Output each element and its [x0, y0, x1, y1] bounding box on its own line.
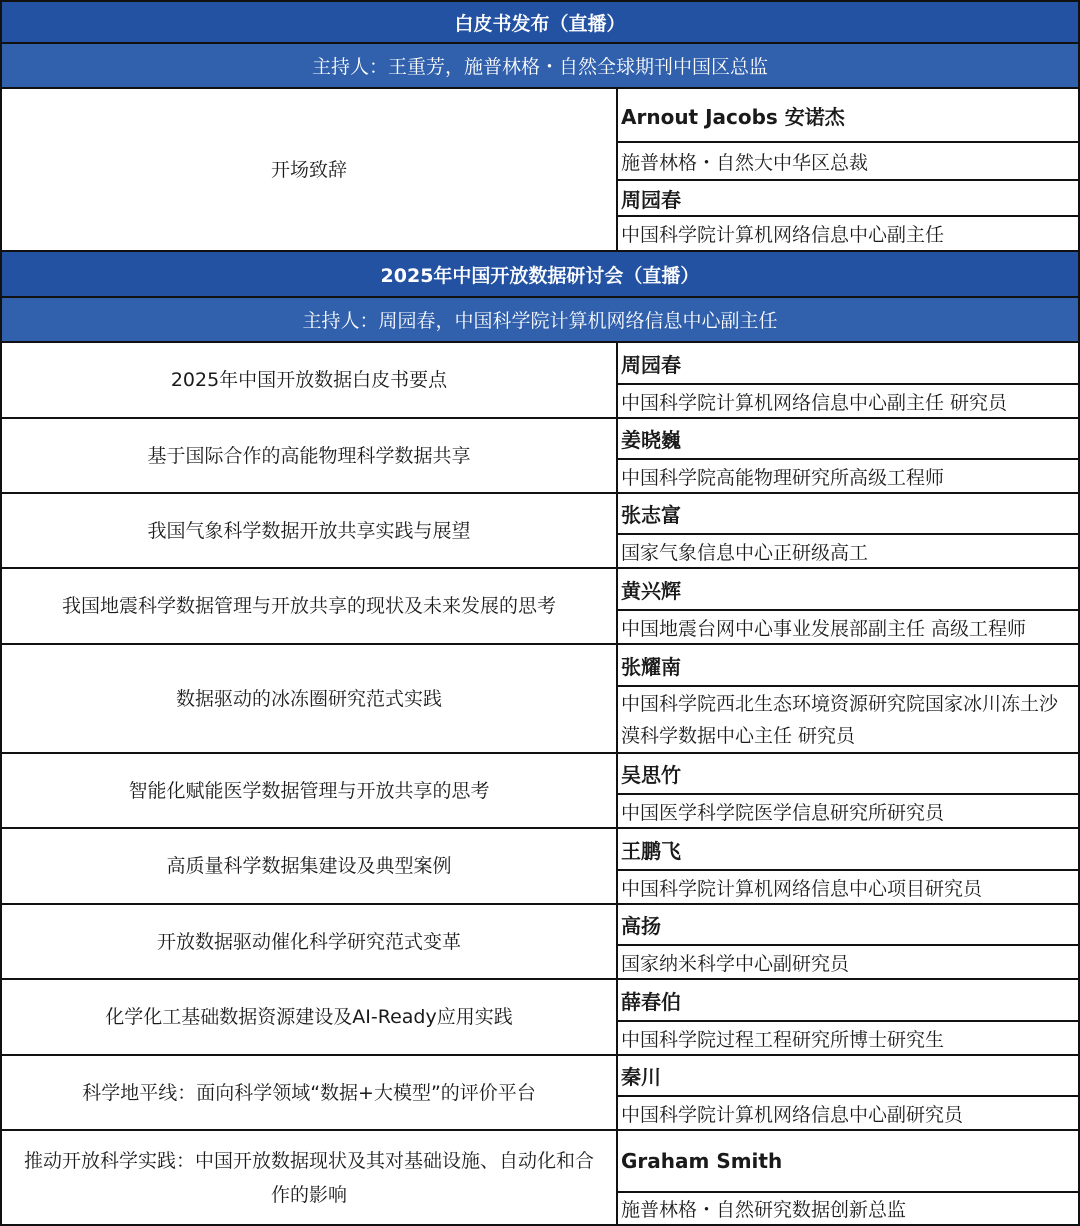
agenda-row: [0, 567, 1080, 643]
speaker-title: 国家气象信息中心正研级高工: [621, 541, 869, 564]
speaker-title: 中国科学院过程工程研究所博士研究生: [621, 1028, 945, 1051]
speaker-cell: [618, 89, 1078, 250]
host-line: 主持人：周园春，中国科学院计算机网络信息中心副主任: [0, 296, 1080, 341]
speaker-cell: [618, 980, 1078, 1054]
speaker-title: 中国医学科学院医学信息研究所研究员: [621, 801, 945, 824]
speaker-cell: [618, 829, 1078, 903]
talk-topic: 开放数据驱动催化科学研究范式变革: [2, 905, 618, 978]
speaker-name: 姜晓巍: [621, 428, 681, 452]
speaker-title: 中国科学院高能物理研究所高级工程师: [621, 466, 945, 489]
section-title: 白皮书发布（直播）: [0, 0, 1080, 42]
speaker-cell: [618, 905, 1078, 978]
talk-topic: 2025年中国开放数据白皮书要点: [2, 343, 618, 417]
speaker-cell: [618, 494, 1078, 567]
speaker-title: 中国科学院计算机网络信息中心项目研究员: [621, 877, 983, 900]
talk-topic: 高质量科学数据集建设及典型案例: [2, 829, 618, 903]
speaker-cell: [618, 754, 1078, 827]
speaker-name: 周园春: [621, 352, 681, 377]
speaker-title: 中国科学院计算机网络信息中心副研究员: [621, 1103, 964, 1126]
speaker-name: Arnout Jacobs 安诺杰: [621, 104, 845, 129]
speaker-cell: [618, 1056, 1078, 1129]
speaker-name: 秦川: [621, 1065, 661, 1089]
agenda-row: [0, 827, 1080, 903]
talk-topic: 基于国际合作的高能物理科学数据共享: [2, 419, 618, 492]
agenda-row: [0, 643, 1080, 752]
speaker-cell: [618, 645, 1078, 752]
talk-topic: 我国地震科学数据管理与开放共享的现状及未来发展的思考: [2, 569, 618, 643]
talk-topic: 开场致辞: [2, 89, 618, 250]
speaker-title: 中国科学院计算机网络信息中心副主任: [621, 224, 945, 246]
agenda-row: [0, 417, 1080, 492]
speaker-cell: [618, 569, 1078, 643]
speaker-title: 中国地震台网中心事业发展部副主任 高级工程师: [621, 617, 1027, 640]
agenda-row: [0, 1054, 1080, 1129]
speaker-name: 高扬: [621, 914, 661, 938]
agenda-row: [0, 492, 1080, 567]
section-title: 2025年中国开放数据研讨会（直播）: [0, 250, 1080, 296]
talk-topic: 化学化工基础数据资源建设及AI-Ready应用实践: [2, 980, 618, 1054]
talk-topic: 智能化赋能医学数据管理与开放共享的思考: [2, 754, 618, 827]
speaker-name: 张志富: [621, 503, 681, 527]
host-line: 主持人：王重芳，施普林格・自然全球期刊中国区总监: [0, 42, 1080, 87]
agenda-row: [0, 903, 1080, 978]
speaker-cell: [618, 1131, 1078, 1224]
speaker-name: 薛春伯: [621, 989, 681, 1014]
speaker-name: 周园春: [621, 187, 681, 212]
talk-topic: 推动开放科学实践：中国开放数据现状及其对基础设施、自动化和合作的影响: [2, 1131, 618, 1224]
agenda-row: [0, 1129, 1080, 1224]
speaker-name: Graham Smith: [621, 1149, 783, 1173]
speaker-title: 国家纳米科学中心副研究员: [621, 952, 850, 975]
speaker-title: 施普林格・自然大中华区总裁: [621, 151, 869, 174]
speaker-name: 张耀南: [621, 654, 681, 679]
agenda-row: [0, 978, 1080, 1054]
speaker-title: 中国科学院计算机网络信息中心副主任 研究员: [621, 391, 1008, 414]
talk-topic: 我国气象科学数据开放共享实践与展望: [2, 494, 618, 567]
agenda-row: [0, 341, 1080, 417]
speaker-title: 施普林格・自然研究数据创新总监: [621, 1199, 907, 1221]
speaker-name: 王鹏飞: [621, 838, 681, 863]
talk-topic: 数据驱动的冰冻圈研究范式实践: [2, 645, 618, 752]
speaker-name: 黄兴辉: [621, 578, 681, 603]
speaker-cell: [618, 343, 1078, 417]
speaker-title: 中国科学院西北生态环境资源研究院国家冰川冻土沙漠科学数据中心主任 研究员: [621, 692, 1059, 747]
speaker-name: 吴思竹: [621, 763, 681, 787]
agenda-row: [0, 87, 1080, 250]
speaker-cell: [618, 419, 1078, 492]
talk-topic: 科学地平线：面向科学领域“数据+大模型”的评价平台: [2, 1056, 618, 1129]
agenda-row: [0, 752, 1080, 827]
